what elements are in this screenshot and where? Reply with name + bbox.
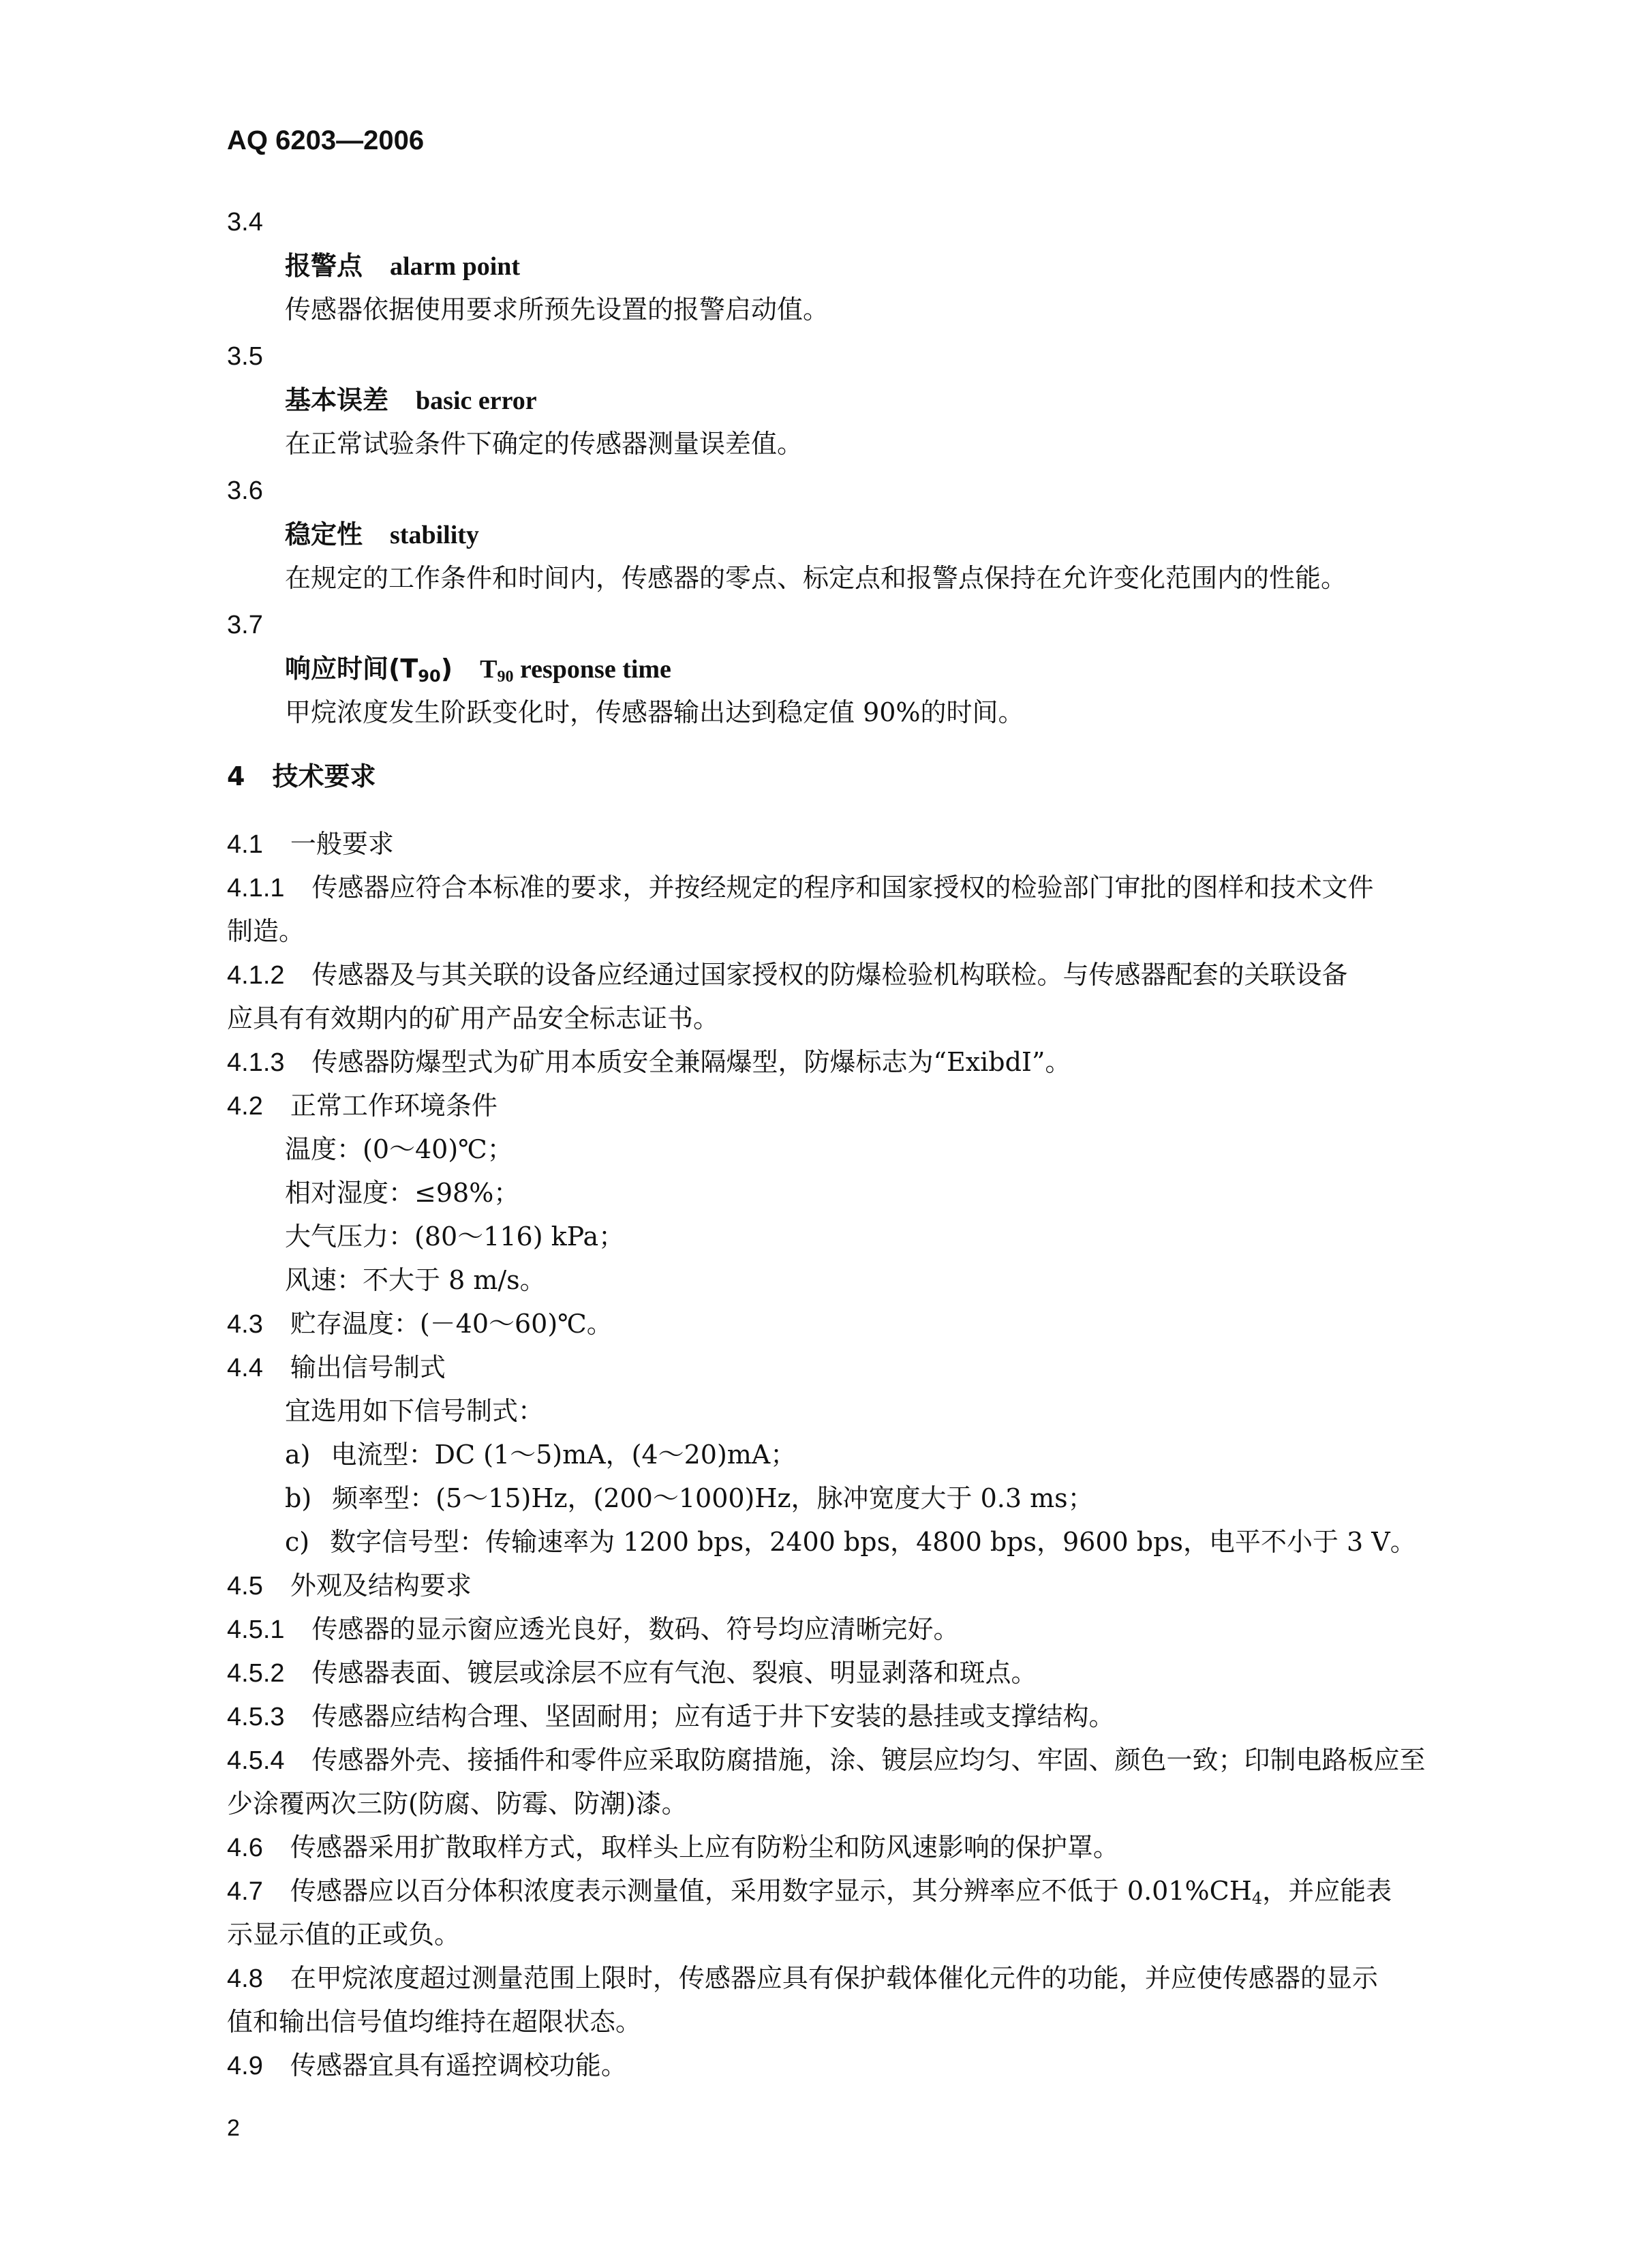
clause-4-5 xyxy=(227,1568,472,1604)
term-definition: 在正常试验条件下确定的传感器测量误差值。 xyxy=(285,429,804,459)
clause-text xyxy=(290,1876,1392,1906)
condition-item: 风速：不大于 8 m/s。 xyxy=(285,1265,546,1295)
subscript: 4 xyxy=(1251,1889,1263,1908)
term-zh-b: ) xyxy=(440,654,453,684)
clause-number: 4.7 xyxy=(227,1877,263,1906)
term-en-b: response time xyxy=(513,655,671,684)
clause-number: 4.6 xyxy=(227,1834,263,1862)
clause-text: 外观及结构要求 xyxy=(290,1570,472,1600)
term-definition: 在规定的工作条件和时间内，传感器的零点、标定点和报警点保持在允许变化范围内的性能。 xyxy=(285,563,1347,593)
clause-4-1-1 xyxy=(227,870,1374,906)
clause-continuation: 应具有有效期内的矿用产品安全标志证书。 xyxy=(227,1003,720,1033)
term-definition: 传感器依据使用要求所预先设置的报警启动值。 xyxy=(285,294,829,324)
clause-4-5-3 xyxy=(227,1699,1115,1735)
term-zh xyxy=(285,654,453,684)
term-number: 3.6 xyxy=(227,476,263,505)
term-heading xyxy=(285,651,671,695)
clause-4-5-1 xyxy=(227,1611,960,1648)
clause-text: 在甲烷浓度超过测量范围上限时，传感器应具有保护载体催化元件的功能，并应使传感器的显示 xyxy=(290,1963,1378,1993)
term-en: alarm point xyxy=(390,252,521,281)
clause-text: 传感器应符合本标准的要求，并按经规定的程序和国家授权的检验部门审批的图样和技术文件 xyxy=(311,872,1374,902)
list-text: 频率型：(5～15)Hz，(200～1000)Hz，脉冲宽度大于 0.3 ms； xyxy=(332,1483,1094,1513)
list-label: b) xyxy=(285,1483,312,1513)
list-text: 数字信号型：传输速率为 1200 bps，2400 bps，4800 bps，9600 bps，电平不小于 3 V。 xyxy=(330,1527,1416,1557)
condition-item: 温度：(0～40)℃； xyxy=(285,1134,513,1164)
term-number: 3.7 xyxy=(227,611,263,639)
term-zh-a: 响应时间(T xyxy=(285,654,418,684)
clause-4-5-2 xyxy=(227,1655,1037,1691)
clause-text: 传感器采用扩散取样方式，取样头上应有防粉尘和防风速影响的保护罩。 xyxy=(290,1832,1119,1862)
clause-text-a: 传感器应以百分体积浓度表示测量值，采用数字显示，其分辨率应不低于 0.01%CH xyxy=(290,1876,1252,1906)
clause-4-1-3 xyxy=(227,1044,1071,1080)
clause-text: 传感器外壳、接插件和零件应采取防腐措施，涂、镀层应均匀、牢固、颜色一致；印制电路板应至 xyxy=(311,1745,1426,1775)
clause-4-8 xyxy=(227,1960,1378,1997)
clause-number: 4.1 xyxy=(227,830,263,859)
condition-item: 相对湿度：≤98%； xyxy=(285,1178,520,1208)
clause-number: 4.1.3 xyxy=(227,1048,285,1077)
term-zh: 报警点 xyxy=(285,251,363,281)
section-heading xyxy=(227,759,376,794)
condition-item: 大气压力：(80～116) kPa； xyxy=(285,1221,625,1251)
clause-4-4 xyxy=(227,1350,446,1386)
clause-continuation: 示显示值的正或负。 xyxy=(227,1919,461,1949)
clause-number: 4.1.2 xyxy=(227,961,285,990)
list-item xyxy=(285,1437,796,1472)
list-label: c) xyxy=(285,1527,310,1557)
term-zh-subscript: 90 xyxy=(418,667,441,686)
term-zh: 稳定性 xyxy=(285,519,363,549)
clause-number: 4.4 xyxy=(227,1354,263,1382)
clause-text: 传感器宜具有遥控调校功能。 xyxy=(290,2050,627,2080)
term-en-a: T xyxy=(480,655,498,684)
clause-intro: 宜选用如下信号制式： xyxy=(285,1396,545,1426)
clause-number: 4.1.1 xyxy=(227,874,285,902)
clause-text: 传感器应结构合理、坚固耐用；应有适于井下安装的悬挂或支撑结构。 xyxy=(311,1701,1115,1731)
clause-text: 传感器的显示窗应透光良好，数码、符号均应清晰完好。 xyxy=(311,1614,960,1644)
clause-number: 4.5.4 xyxy=(227,1746,285,1775)
term-definition: 甲烷浓度发生阶跃变化时，传感器输出达到稳定值 90%的时间。 xyxy=(285,697,1024,727)
term-en: basic error xyxy=(416,386,537,415)
term-en: stability xyxy=(390,521,479,549)
clause-continuation: 制造。 xyxy=(227,916,305,946)
section-number: 4 xyxy=(227,761,245,791)
clause-4-7 xyxy=(227,1873,1392,1916)
clause-4-1 xyxy=(227,826,394,862)
clause-text: 输出信号制式 xyxy=(290,1352,446,1382)
standard-code: AQ 6203—2006 xyxy=(227,125,425,155)
section-title: 技术要求 xyxy=(272,761,376,791)
clause-text: 一般要求 xyxy=(290,829,394,859)
clause-number: 4.5.3 xyxy=(227,1703,285,1731)
clause-text: 正常工作环境条件 xyxy=(290,1091,498,1121)
term-heading xyxy=(285,248,520,284)
clause-number: 4.5 xyxy=(227,1572,263,1600)
clause-text: 贮存温度：(－40～60)℃。 xyxy=(290,1309,613,1339)
clause-4-1-2 xyxy=(227,957,1348,993)
clause-4-2 xyxy=(227,1088,498,1124)
clause-number: 4.5.1 xyxy=(227,1615,285,1644)
clause-4-9 xyxy=(227,2048,627,2084)
clause-4-6 xyxy=(227,1830,1119,1866)
list-label: a) xyxy=(285,1440,311,1470)
list-text: 电流型：DC (1～5)mA，(4～20)mA； xyxy=(331,1440,797,1470)
term-en xyxy=(480,655,671,684)
clause-text-b: ，并应能表 xyxy=(1262,1876,1392,1906)
clause-continuation: 值和输出信号值均维持在超限状态。 xyxy=(227,2007,642,2037)
term-heading xyxy=(285,517,479,553)
term-number: 3.5 xyxy=(227,342,263,371)
clause-text: 传感器及与其关联的设备应经通过国家授权的防爆检验机构联检。与传感器配套的关联设备 xyxy=(311,960,1348,990)
clause-continuation: 少涂覆两次三防(防腐、防霉、防潮)漆。 xyxy=(227,1789,688,1819)
clause-4-3 xyxy=(227,1306,613,1342)
page-number: 2 xyxy=(227,2115,240,2141)
clause-text: 传感器表面、镀层或涂层不应有气泡、裂痕、明显剥落和斑点。 xyxy=(311,1658,1037,1688)
term-en-subscript: 90 xyxy=(497,668,514,686)
list-item xyxy=(285,1524,1416,1560)
clause-number: 4.3 xyxy=(227,1310,263,1339)
term-zh: 基本误差 xyxy=(285,385,389,415)
list-item xyxy=(285,1481,1094,1516)
clause-number: 4.2 xyxy=(227,1092,263,1121)
clause-text: 传感器防爆型式为矿用本质安全兼隔爆型，防爆标志为“ExibdI”。 xyxy=(311,1047,1071,1077)
clause-number: 4.8 xyxy=(227,1964,263,1993)
term-number: 3.4 xyxy=(227,208,263,237)
clause-4-5-4 xyxy=(227,1742,1426,1778)
clause-number: 4.5.2 xyxy=(227,1659,285,1688)
clause-number: 4.9 xyxy=(227,2052,263,2080)
term-heading xyxy=(285,382,537,419)
